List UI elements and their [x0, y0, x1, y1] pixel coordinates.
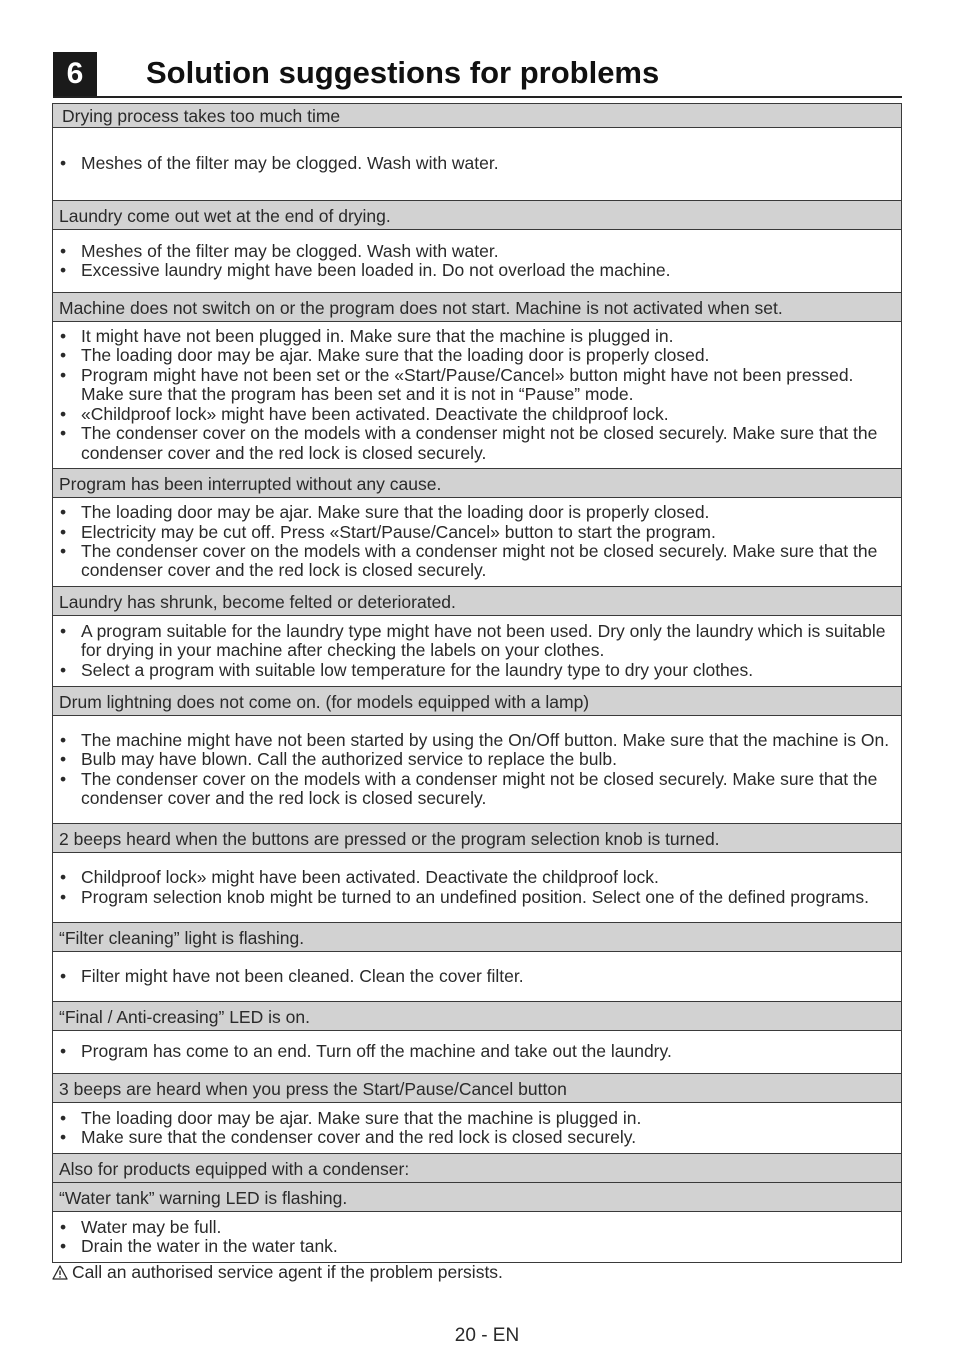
solution-list	[53, 1212, 901, 1262]
bullet-mark: •	[60, 502, 67, 523]
list-item	[59, 750, 895, 769]
solution-list	[53, 1103, 901, 1154]
problem-heading: Drum lightning does not come on. (for models equipped with a lamp)	[53, 687, 901, 716]
solution-text: The condenser cover on the models with a condenser might not be closed securely. Make sure that the condenser cover and the red lock is closed securely.	[81, 541, 878, 581]
bullet-mark: •	[60, 1216, 67, 1237]
bullet-mark: •	[60, 423, 67, 444]
list-item	[59, 770, 895, 809]
solution-text: Program selection knob might be turned to an undefined position. Select one of the defined programs.	[81, 886, 869, 907]
footer-note	[52, 1262, 503, 1282]
warning-triangle-icon	[52, 1265, 68, 1280]
list-item	[59, 1042, 895, 1061]
list-item	[59, 261, 895, 280]
list-item	[59, 366, 895, 405]
solution-list	[53, 716, 901, 824]
bullet-mark: •	[60, 1127, 67, 1147]
list-item	[59, 661, 895, 680]
bullet-mark: •	[60, 521, 67, 542]
bullet-mark: •	[60, 620, 67, 641]
problem-heading: Machine does not switch on or the program does not start. Machine is not activated when set.	[53, 293, 901, 322]
solution-list	[53, 128, 901, 201]
problem-heading: “Final / Anti-creasing” LED is on.	[53, 1002, 901, 1031]
list-item	[59, 242, 895, 261]
bullet-mark: •	[60, 659, 67, 680]
bullet-mark: •	[60, 1041, 67, 1062]
solution-list	[53, 1031, 901, 1074]
solution-text: Meshes of the filter may be clogged. Wash with water.	[81, 240, 499, 261]
list-item	[59, 542, 895, 581]
solution-text: The condenser cover on the models with a condenser might not be closed securely. Make sure that the condenser cover and the red lock is closed securely.	[81, 423, 878, 463]
list-item	[59, 731, 895, 750]
solution-text: Select a program with suitable low temperature for the laundry type to dry your clothes.	[81, 659, 754, 680]
problem-heading: 2 beeps heard when the buttons are pressed or the program selection knob is turned.	[53, 824, 901, 853]
bullet-mark: •	[60, 403, 67, 424]
solution-text: «Childproof lock» might have been activated. Deactivate the childproof lock.	[81, 403, 669, 424]
list-item	[59, 1218, 895, 1237]
problem-heading: Program has been interrupted without any cause.	[53, 469, 901, 498]
chapter-number: 6	[53, 52, 97, 96]
bullet-mark: •	[60, 886, 67, 907]
bullet-mark: •	[60, 345, 67, 366]
problem-heading: Laundry has shrunk, become felted or deteriorated.	[53, 587, 901, 616]
problem-heading: “Filter cleaning” light is flashing.	[53, 923, 901, 952]
solution-text: Excessive laundry might have been loaded in. Do not overload the machine.	[81, 260, 671, 280]
problem-heading: Also for products equipped with a condenser:	[53, 1154, 901, 1183]
footer-note-text: Call an authorised service agent if the problem persists.	[72, 1262, 503, 1282]
list-item	[59, 346, 895, 365]
bullet-mark: •	[60, 965, 67, 986]
page-number: 20 - EN	[454, 1325, 520, 1346]
bullet-mark: •	[60, 541, 67, 561]
list-item	[59, 967, 895, 986]
solution-list	[53, 952, 901, 1002]
list-item	[59, 327, 895, 346]
bullet-mark: •	[60, 768, 67, 789]
solution-text: Program has come to an end. Turn off the machine and take out the laundry.	[81, 1041, 672, 1062]
solution-text: The condenser cover on the models with a condenser might not be closed securely. Make sure that the condenser cover and the red lock is closed securely.	[81, 768, 878, 808]
solution-text: Childproof lock» might have been activated. Deactivate the childproof lock.	[81, 867, 659, 888]
list-item	[59, 1128, 895, 1147]
solution-text: The loading door may be ajar. Make sure that the loading door is properly closed.	[81, 345, 710, 366]
troubleshooting-table	[52, 103, 902, 1263]
solution-list	[53, 616, 901, 687]
list-item	[59, 424, 895, 463]
list-item	[59, 622, 895, 661]
problem-heading: 3 beeps are heard when you press the Start/Pause/Cancel button	[53, 1074, 901, 1103]
solution-text: Bulb may have blown. Call the authorized service to replace the bulb.	[81, 749, 617, 770]
solution-list	[53, 230, 901, 293]
bullet-mark: •	[60, 867, 67, 888]
bullet-mark: •	[60, 1107, 67, 1128]
list-item	[59, 888, 895, 907]
solution-list	[53, 853, 901, 923]
solution-text: The machine might have not been started by using the On/Off button. Make sure that the machine is On.	[81, 729, 890, 750]
bullet-mark: •	[60, 326, 67, 347]
problem-heading: “Water tank” warning LED is flashing.	[53, 1183, 901, 1212]
solution-text: Electricity may be cut off. Press «Start/Pause/Cancel» button to start the program.	[81, 521, 716, 542]
solution-text: Meshes of the filter may be clogged. Wash with water.	[81, 153, 499, 174]
solution-text: A program suitable for the laundry type might have not been used. Dry only the laundry which is suitable for drying in your machine after checking the labels on your clothes.	[81, 620, 886, 661]
chapter-heading	[53, 50, 902, 98]
bullet-mark: •	[60, 364, 67, 385]
bullet-mark: •	[60, 260, 67, 280]
list-item	[59, 405, 895, 424]
solution-text: It might have not been plugged in. Make sure that the machine is plugged in.	[81, 326, 674, 347]
bullet-mark: •	[60, 240, 67, 261]
solution-list	[53, 322, 901, 469]
bullet-mark: •	[60, 1236, 67, 1256]
solution-text: Filter might have not been cleaned. Clean the cover filter.	[81, 965, 524, 986]
solution-text: Make sure that the condenser cover and the red lock is closed securely.	[81, 1127, 637, 1147]
solution-text: Water may be full.	[81, 1216, 222, 1237]
list-item	[59, 154, 895, 173]
bullet-mark: •	[60, 749, 67, 770]
bullet-mark: •	[60, 153, 67, 174]
bullet-mark: •	[60, 729, 67, 750]
list-item	[59, 503, 895, 522]
solution-text: The loading door may be ajar. Make sure that the machine is plugged in.	[81, 1107, 642, 1128]
problem-heading: Drying process takes too much time	[53, 104, 901, 128]
list-item	[59, 523, 895, 542]
solution-list	[53, 498, 901, 587]
page-title: Solution suggestions for problems	[146, 55, 660, 90]
list-item	[59, 1109, 895, 1128]
solution-text: Program might have not been set or the «Start/Pause/Cancel» button might have not been pressed. Make sure that the program has been set and it is not in “Pause” mode.	[81, 364, 854, 405]
list-item	[59, 1237, 895, 1256]
solution-text: The loading door may be ajar. Make sure that the loading door is properly closed.	[81, 502, 710, 523]
list-item	[59, 868, 895, 887]
solution-text: Drain the water in the water tank.	[81, 1236, 338, 1256]
problem-heading: Laundry come out wet at the end of drying.	[53, 201, 901, 230]
